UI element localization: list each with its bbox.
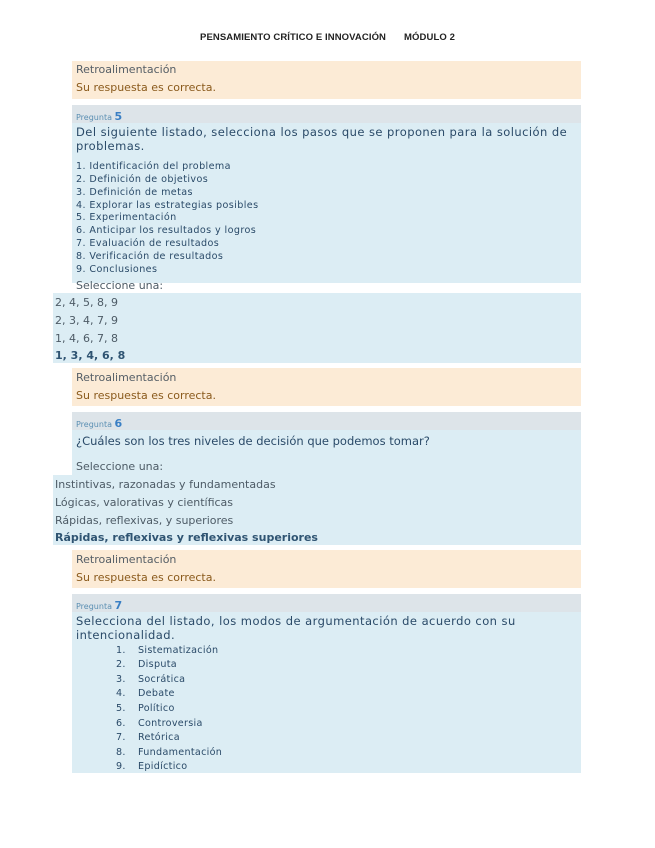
list-item: 4. Debate bbox=[116, 688, 175, 699]
answer-option[interactable]: 2, 3, 4, 7, 9 bbox=[55, 314, 118, 327]
answer-option[interactable]: 1, 4, 6, 7, 8 bbox=[55, 332, 118, 345]
question-5-header bbox=[72, 105, 581, 123]
feedback-text: Su respuesta es correcta. bbox=[76, 389, 216, 402]
answer-option[interactable]: 2, 4, 5, 8, 9 bbox=[55, 296, 118, 309]
page-header bbox=[0, 32, 655, 43]
list-item: 6. Controversia bbox=[116, 718, 203, 729]
answer-option[interactable]: Lógicas, valorativas y científicas bbox=[55, 496, 234, 509]
list-item: 7. Retórica bbox=[116, 732, 180, 743]
question-5-text: Del siguiente listado, selecciona los pasos que se proponen para la solución de problemas. bbox=[76, 125, 568, 153]
list-item: 1. Sistematización bbox=[116, 645, 219, 656]
list-item: 4. Explorar las estrategias posibles bbox=[76, 200, 259, 211]
question-7-number: 7 bbox=[114, 599, 123, 612]
question-5-label: Pregunta 5 bbox=[76, 110, 123, 123]
select-one-label: Seleccione una: bbox=[76, 460, 164, 473]
question-7-text: Selecciona del listado, los modos de argumentación de acuerdo con su intencionalidad. bbox=[76, 614, 516, 642]
question-7-label: Pregunta 7 bbox=[76, 599, 123, 612]
answer-option-selected[interactable]: Rápidas, reflexivas y reflexivas superiores bbox=[55, 531, 318, 544]
module-title: MÓDULO 2 bbox=[404, 32, 455, 43]
question-7-header bbox=[72, 594, 581, 612]
answer-option[interactable]: Instintivas, razonadas y fundamentadas bbox=[55, 478, 276, 491]
feedback-title: Retroalimentación bbox=[76, 553, 177, 566]
answer-option[interactable]: Rápidas, reflexivas, y superiores bbox=[55, 514, 234, 527]
feedback-title: Retroalimentación bbox=[76, 371, 177, 384]
feedback-text: Su respuesta es correcta. bbox=[76, 81, 216, 94]
list-item: 9. Conclusiones bbox=[76, 264, 158, 275]
question-6-number: 6 bbox=[114, 417, 123, 430]
feedback-title: Retroalimentación bbox=[76, 63, 177, 76]
list-item: 6. Anticipar los resultados y logros bbox=[76, 225, 257, 236]
question-6-label: Pregunta 6 bbox=[76, 417, 123, 430]
answer-option-selected[interactable]: 1, 3, 4, 6, 8 bbox=[55, 349, 126, 362]
select-one-label: Seleccione una: bbox=[76, 279, 164, 292]
question-6-text: ¿Cuáles son los tres niveles de decisión que podemos tomar? bbox=[76, 434, 430, 448]
list-item: 8. Fundamentación bbox=[116, 747, 223, 758]
options-band-q5 bbox=[53, 293, 581, 363]
list-item: 2. Definición de objetivos bbox=[76, 174, 209, 185]
list-item: 9. Epidíctico bbox=[116, 761, 188, 772]
question-6-header bbox=[72, 412, 581, 430]
list-item: 5. Político bbox=[116, 703, 175, 714]
question-5-number: 5 bbox=[114, 110, 123, 123]
list-item: 2. Disputa bbox=[116, 659, 177, 670]
list-item: 3. Definición de metas bbox=[76, 187, 193, 198]
list-item: 1. Identificación del problema bbox=[76, 161, 231, 172]
list-item: 5. Experimentación bbox=[76, 212, 177, 223]
list-item: 3. Socrática bbox=[116, 674, 186, 685]
list-item: 7. Evaluación de resultados bbox=[76, 238, 220, 249]
course-title: PENSAMIENTO CRÍTICO E INNOVACIÓN bbox=[200, 32, 387, 43]
list-item: 8. Verificación de resultados bbox=[76, 251, 224, 262]
feedback-text: Su respuesta es correcta. bbox=[76, 571, 216, 584]
